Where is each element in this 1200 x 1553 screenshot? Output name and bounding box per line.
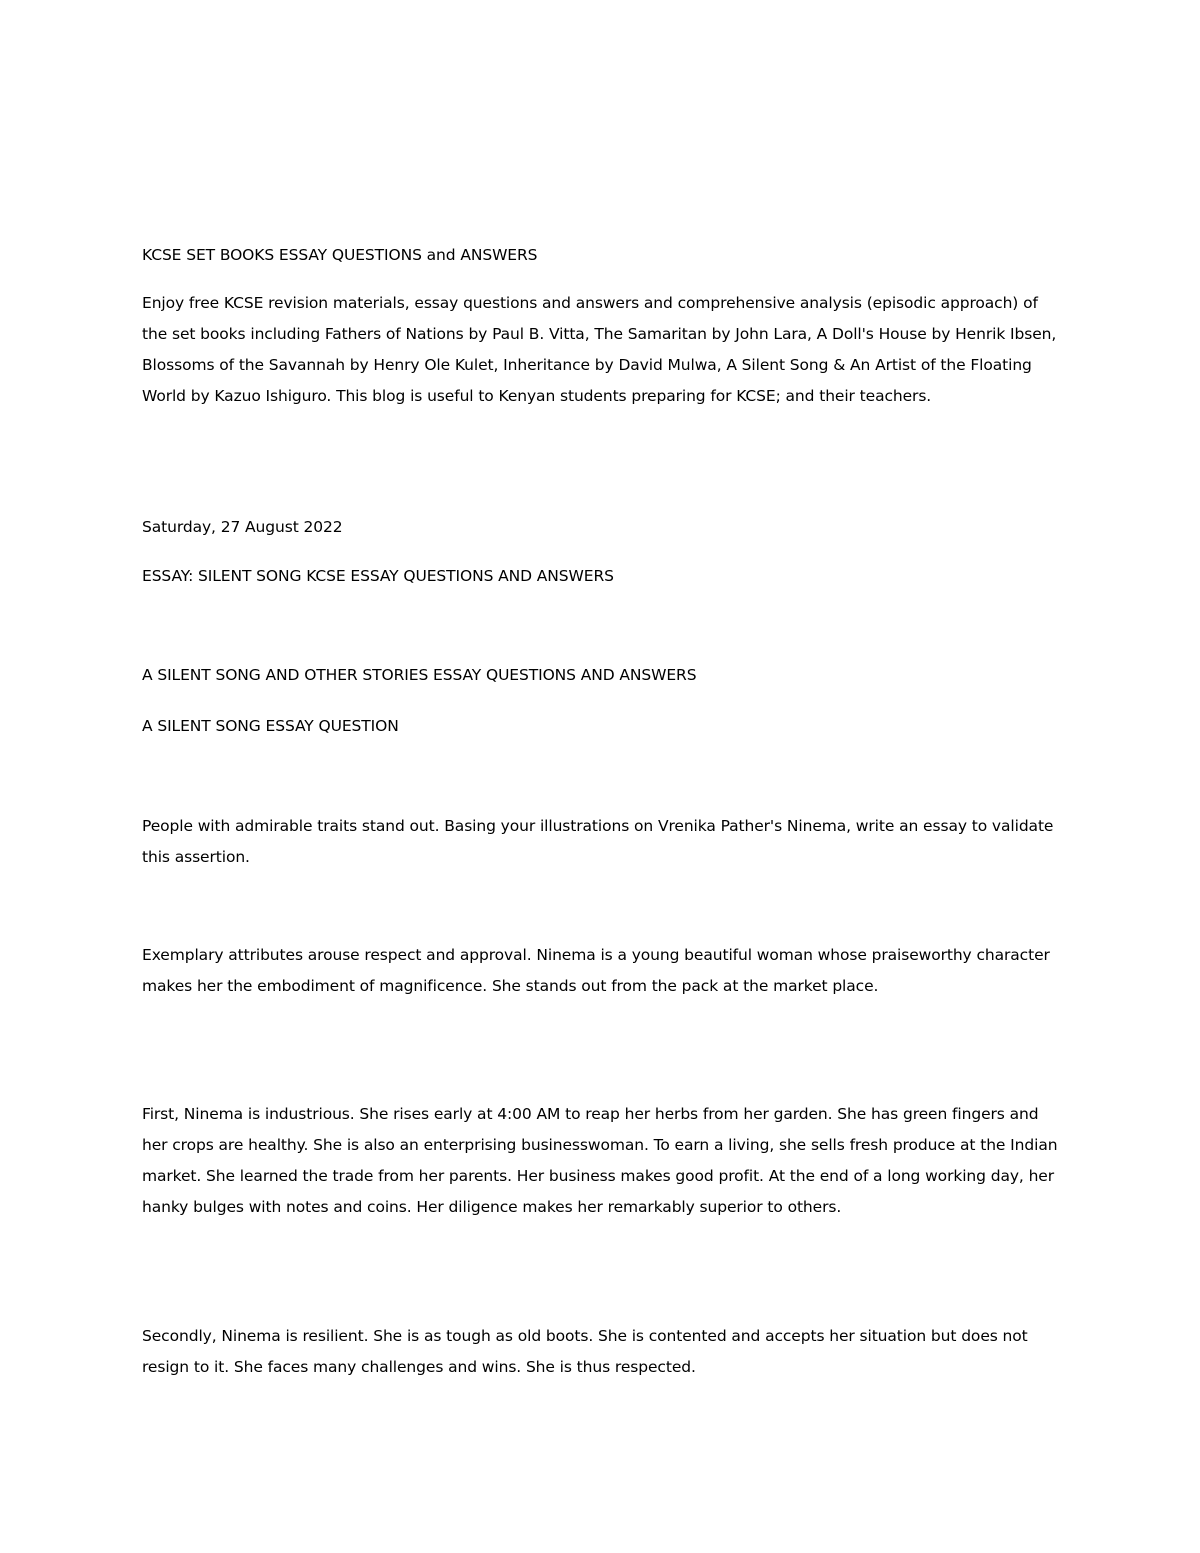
essay-question: People with admirable traits stand out. Basing your illustrations on Vrenika Pather's Ninema, write an essay to validate this assertion. xyxy=(142,817,1054,866)
post-date: Saturday, 27 August 2022 xyxy=(142,518,343,536)
intro-paragraph: Enjoy free KCSE revision materials, essay questions and answers and comprehensive analysis (episodic approach) of the set books including Fathers of Nations by Paul B. Vitta, The Samaritan by John Lara, A Doll's House by Henrik Ibsen, Blossoms of the Savannah by Henry Ole Kulet, Inheritance by David Mulwa, A Silent Song & An Artist of the Floating World by Kazuo Ishiguro. This blog is useful to Kenyan students preparing for KCSE; and their teachers. xyxy=(142,294,1057,405)
post-title: ESSAY: SILENT SONG KCSE ESSAY QUESTIONS AND ANSWERS xyxy=(142,567,614,585)
essay-paragraph-intro: Exemplary attributes arouse respect and approval. Ninema is a young beautiful woman whose praiseworthy character makes her the embodiment of magnificence. She stands out from the pack at the market place. xyxy=(142,946,1050,995)
question-label: A SILENT SONG ESSAY QUESTION xyxy=(142,717,399,735)
document-heading: KCSE SET BOOKS ESSAY QUESTIONS and ANSWERS xyxy=(142,246,538,264)
section-title: A SILENT SONG AND OTHER STORIES ESSAY QUESTIONS AND ANSWERS xyxy=(142,666,697,684)
essay-paragraph-first: First, Ninema is industrious. She rises early at 4:00 AM to reap her herbs from her garden. She has green fingers and her crops are healthy. She is also an enterprising businesswoman. To earn a living, she sells fresh produce at the Indian market. She learned the trade from her parents. Her business makes good profit. At the end of a long working day, her hanky bulges with notes and coins. Her diligence makes her remarkably superior to others. xyxy=(142,1105,1058,1216)
essay-paragraph-second: Secondly, Ninema is resilient. She is as tough as old boots. She is contented and accepts her situation but does not resign to it. She faces many challenges and wins. She is thus respected. xyxy=(142,1327,1028,1376)
